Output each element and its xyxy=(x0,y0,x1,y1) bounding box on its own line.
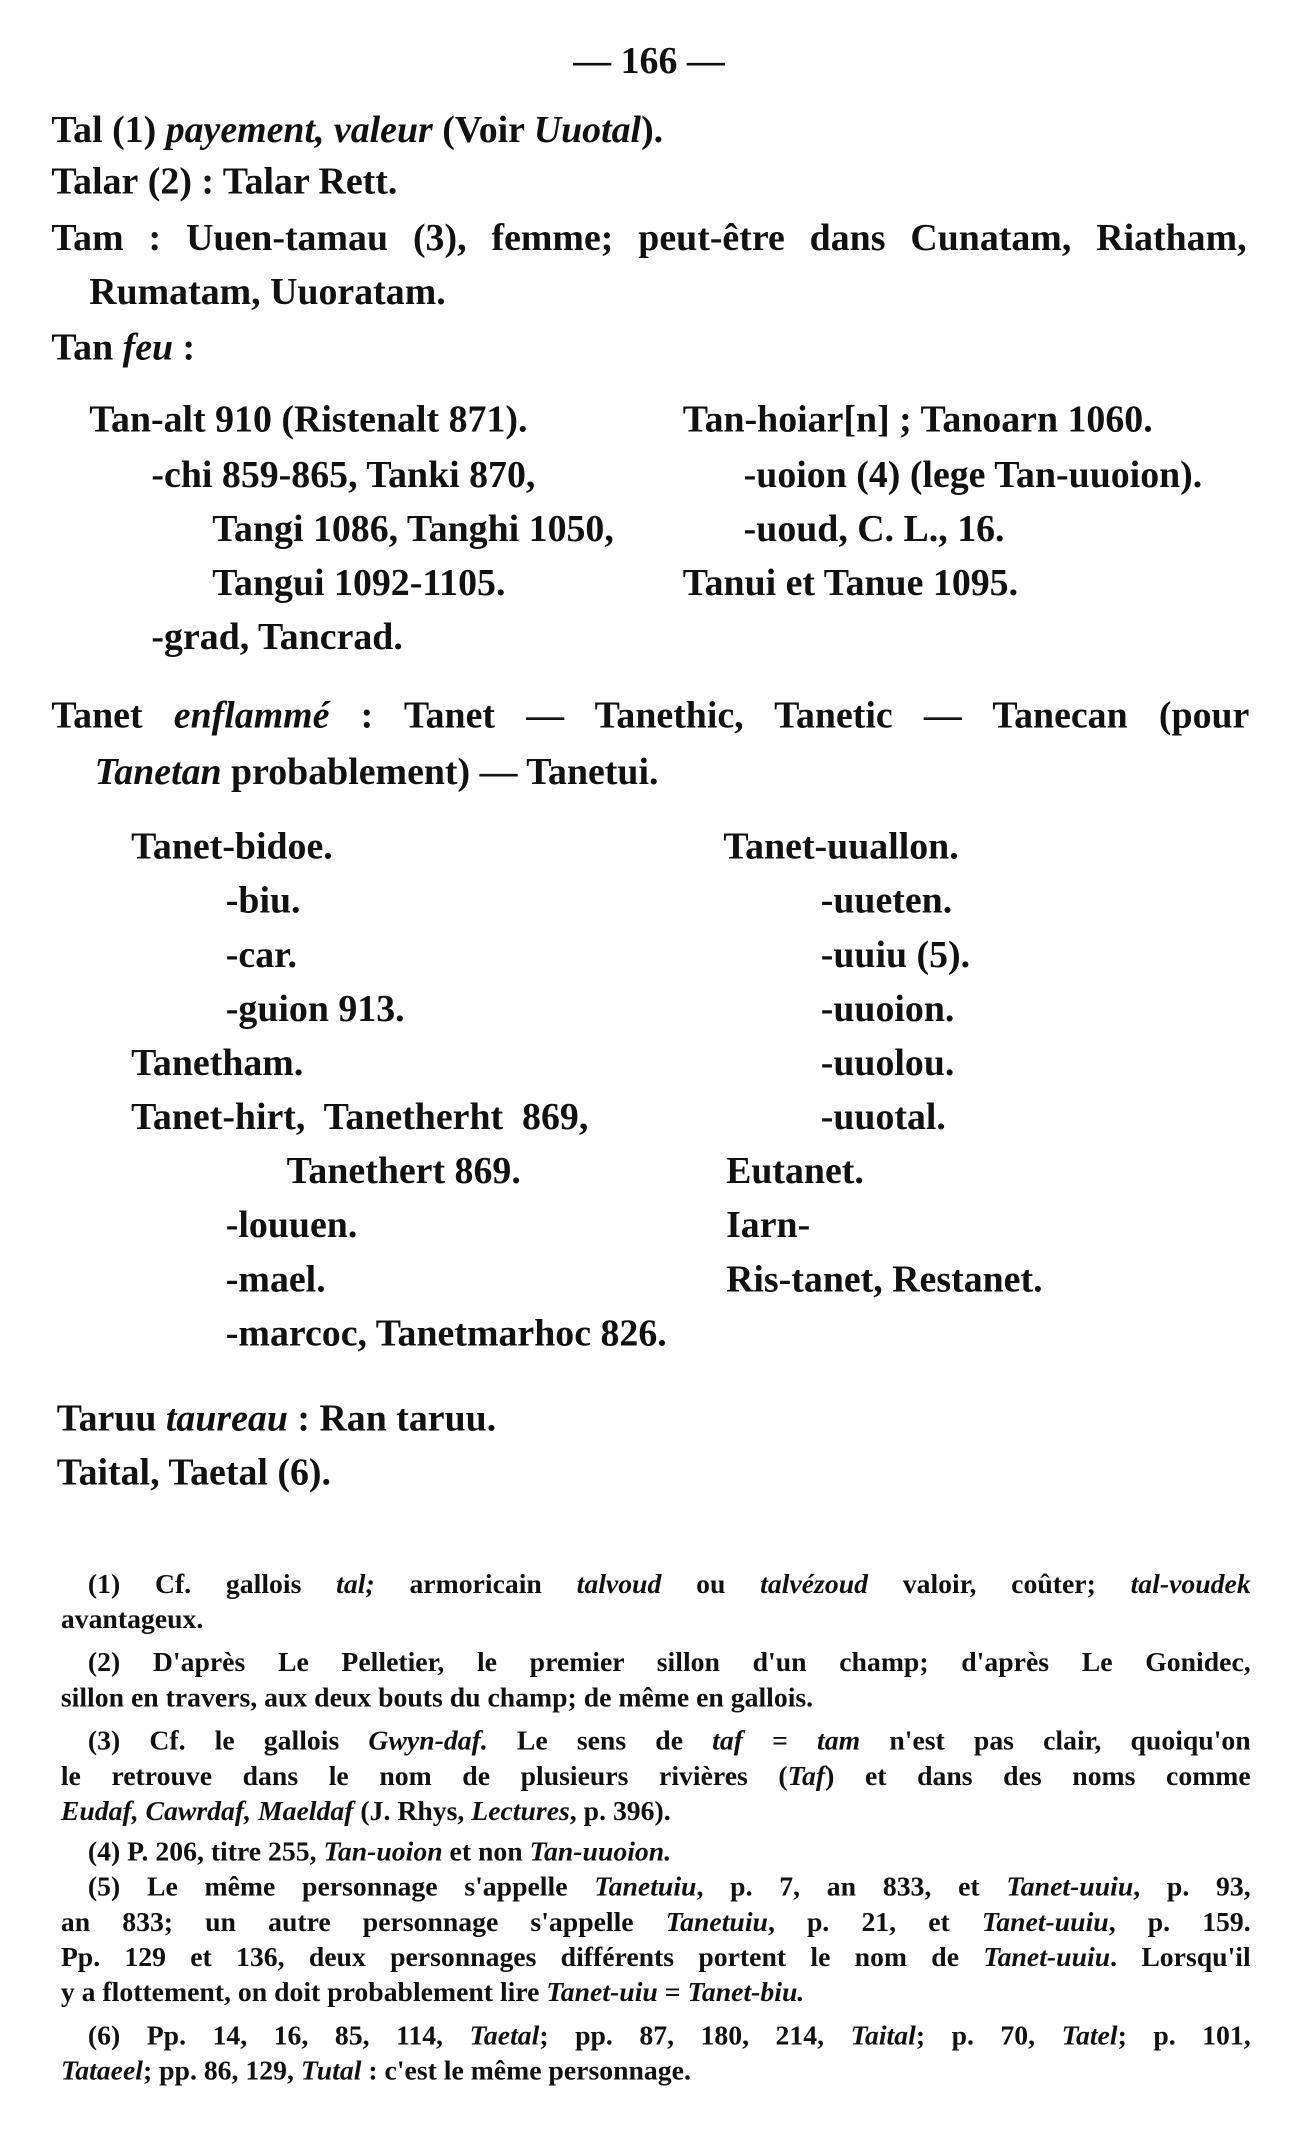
text-segment: Talar xyxy=(51,160,139,203)
tanet-right-row xyxy=(726,1203,810,1249)
text-segment: Tanetuiu xyxy=(665,1907,768,1938)
tanet-right-row xyxy=(726,1149,864,1195)
footnote-line xyxy=(88,1836,671,1868)
text-segment: = xyxy=(657,1978,688,2008)
footnote-line xyxy=(61,1760,1251,1792)
tan-right-row xyxy=(683,398,1153,444)
page-number: — 166 — xyxy=(573,40,725,83)
text-segment: Tan xyxy=(51,327,114,370)
text-segment: Tal (1) xyxy=(51,109,166,152)
tanet-right-row xyxy=(821,879,952,925)
text-segment: an 833; un autre personnage s'appelle xyxy=(60,1907,666,1938)
entry-tan xyxy=(51,326,195,372)
text-segment: Rumatam, Uuoratam. xyxy=(89,271,446,314)
text-segment xyxy=(156,1398,165,1440)
text-segment: -uuotal. xyxy=(820,1096,946,1139)
text-segment: ). xyxy=(641,109,664,152)
text-segment: Tanet-hirt, Tanetherht 869, xyxy=(131,1096,589,1139)
entry-taital xyxy=(57,1451,331,1497)
tanet-left-row xyxy=(226,1312,667,1358)
text-segment: -grad, Tancrad. xyxy=(151,616,403,659)
text-segment: (5) Le même personnage s'appelle xyxy=(87,1872,595,1903)
text-segment: -chi 859-865, Tanki 870, xyxy=(151,454,536,497)
footnote-line xyxy=(61,1604,203,1636)
text-segment: Tatel xyxy=(1061,2021,1118,2052)
text-segment: armoricain xyxy=(374,1569,577,1600)
text-segment: ; p. 70, xyxy=(915,2021,1062,2052)
text-segment: ; pp. 87, 180, 214, xyxy=(539,2021,851,2052)
tanet-left-row xyxy=(287,1149,521,1195)
text-segment: , p. 93, xyxy=(1133,1872,1251,1903)
text-segment: Tanetham. xyxy=(131,1042,304,1085)
text-segment: Tan-uuoion. xyxy=(529,1837,672,1868)
footnote-line xyxy=(61,1942,1251,1974)
text-segment: Tanet-uuiu xyxy=(1006,1872,1134,1903)
text-segment: -louuen. xyxy=(225,1204,358,1247)
footnote-line xyxy=(61,2055,691,2087)
text-segment: ; pp. 86, 129, xyxy=(142,2056,301,2087)
text-segment: (1) Cf. gallois xyxy=(87,1569,337,1600)
text-segment: Tan-alt 910 (Ristenalt 871). xyxy=(89,398,528,441)
tan-left-row xyxy=(151,615,402,661)
footnote-line xyxy=(88,2020,1251,2052)
entry-tam xyxy=(51,216,1246,262)
text-segment: ) et dans des noms comme xyxy=(825,1761,1251,1792)
text-segment: Tan-uoion xyxy=(323,1837,443,1868)
text-segment: Lectures xyxy=(471,1796,570,1827)
text-segment: payement, valeur xyxy=(165,109,433,152)
tan-left-row xyxy=(89,398,527,444)
text-segment: talvoud xyxy=(576,1569,662,1600)
text-segment: Gwyn-daf. xyxy=(368,1726,488,1757)
text-segment: Tanethert 869. xyxy=(286,1150,521,1193)
entry-tam-cont xyxy=(89,270,445,316)
text-segment: (6) Pp. 14, 16, 85, 114, xyxy=(87,2021,470,2052)
tanet-left-row xyxy=(131,825,333,871)
text-segment: y a flottement, on doit probablement lire xyxy=(60,1978,547,2008)
text-segment: tam xyxy=(817,1726,861,1757)
text-segment: 1060. xyxy=(1067,398,1153,441)
text-segment: Tangi 1086, Tanghi 1050, xyxy=(212,508,614,551)
text-segment: Tanet-uuiu xyxy=(983,1942,1111,1973)
tanet-left-row xyxy=(226,879,301,925)
text-segment: -biu. xyxy=(225,880,301,923)
entry-tanet xyxy=(51,694,1249,740)
text-segment: probablement) — Tanetui. xyxy=(221,751,659,794)
text-segment: Tanet-biu. xyxy=(687,1978,805,2008)
text-segment: -uuoion. xyxy=(820,988,955,1031)
text-segment: Ris-tanet, Restanet. xyxy=(726,1258,1043,1301)
entry-talar xyxy=(51,160,397,206)
text-segment: : c'est le même personnage. xyxy=(361,2056,691,2087)
text-segment: . Lorsqu'il xyxy=(1110,1942,1251,1973)
footnote-line xyxy=(61,1796,671,1828)
text-segment: Eudaf, Cawrdaf, Maeldaf xyxy=(60,1796,354,1827)
text-segment: Pp. 129 et 136, deux personnages différents portent le nom de xyxy=(60,1942,984,1973)
text-segment: Tanet-bidoe. xyxy=(131,826,333,869)
text-segment: Taetal xyxy=(469,2021,540,2052)
text-segment: le retrouve dans le nom de plusieurs rivières ( xyxy=(60,1761,788,1792)
tan-left-row xyxy=(212,507,614,553)
tanet-right-row xyxy=(726,1257,1042,1303)
footnote-line xyxy=(88,1871,1251,1903)
text-segment: , p. 159. xyxy=(1108,1907,1251,1938)
text-segment: Taf xyxy=(787,1761,826,1792)
text-segment: taf xyxy=(712,1726,743,1757)
footnote-line xyxy=(61,1906,1251,1938)
text-segment: Uuotal xyxy=(533,109,642,152)
text-segment: Tanetuiu xyxy=(594,1872,697,1903)
text-segment: (J. Rhys, xyxy=(353,1796,472,1827)
tanet-right-row xyxy=(821,987,955,1033)
tan-left-row xyxy=(151,453,535,499)
text-segment: tal-voudek xyxy=(1130,1569,1251,1600)
tanet-left-row xyxy=(131,1041,303,1087)
text-segment: Iarn- xyxy=(726,1204,811,1247)
text-segment: Tanet-uuallon. xyxy=(723,826,959,869)
text-segment: Tanui et Tanue 1095. xyxy=(682,562,1019,605)
tan-right-row xyxy=(683,561,1018,607)
footnote-line xyxy=(88,1725,1251,1757)
text-segment: Tangui 1092-1105. xyxy=(212,562,506,605)
text-segment: Tanet-uiu xyxy=(546,1978,658,2008)
text-segment: : Tanet — Tanethic, Tanetic — Tanecan (pour xyxy=(329,694,1250,737)
text-segment: -uuiu (5). xyxy=(820,934,971,977)
footnote-line xyxy=(88,1568,1251,1600)
text-segment: (2) : Talar Rett. xyxy=(138,160,398,203)
entry-tanet-cont xyxy=(95,750,659,796)
text-segment: feu xyxy=(122,327,174,370)
text-segment: ou xyxy=(661,1569,761,1600)
text-segment: , p. 396). xyxy=(569,1796,671,1827)
tan-left-row xyxy=(212,561,505,607)
text-segment: sillon en travers, aux deux bouts du champ; de même en gallois. xyxy=(60,1683,814,1714)
text-segment: Tan-hoiar[n] ; Tanoarn xyxy=(682,398,1068,441)
text-segment: Tutal xyxy=(300,2056,362,2087)
tan-right-row xyxy=(744,453,1203,499)
footnote-line xyxy=(61,1977,804,2009)
text-segment: Taital xyxy=(850,2021,916,2052)
tanet-right-row xyxy=(821,1095,946,1141)
tanet-right-row xyxy=(723,825,958,871)
text-segment: (Voir xyxy=(432,109,534,152)
text-segment: : xyxy=(173,327,196,370)
tanet-right-row xyxy=(821,1041,955,1087)
text-segment xyxy=(143,695,174,737)
tanet-left-row xyxy=(131,1095,588,1141)
text-segment: Tanet-uuiu xyxy=(981,1907,1109,1938)
text-segment: Tanet xyxy=(51,694,143,737)
text-segment: -uueten. xyxy=(820,880,953,923)
text-segment: Tataeel xyxy=(60,2056,143,2087)
text-segment: n'est pas clair, quoiqu'on xyxy=(860,1726,1251,1757)
text-segment: : Uuen-tamau (3), femme; peut-être dans Cunatam, xyxy=(123,217,1097,260)
tanet-left-row xyxy=(226,1203,357,1249)
entry-tal xyxy=(51,108,663,154)
text-segment: Taital, xyxy=(56,1452,160,1495)
text-segment: Riatham, xyxy=(1096,217,1247,260)
footnote-line xyxy=(61,1682,813,1714)
tanet-left-row xyxy=(226,1257,326,1303)
tan-right-row xyxy=(744,507,1005,553)
text-segment: : Ran taruu. xyxy=(287,1398,497,1440)
text-segment: -car. xyxy=(225,934,297,977)
tanet-left-row xyxy=(226,987,405,1033)
text-segment: Taruu xyxy=(56,1398,157,1440)
tanet-right-row xyxy=(821,933,970,979)
text-segment: et non xyxy=(442,1837,530,1868)
text-segment: , p. 21, et xyxy=(767,1907,982,1938)
text-segment: valoir, coûter; xyxy=(867,1569,1131,1600)
text-segment: -uoion (4) (lege Tan-uuoion). xyxy=(743,454,1203,497)
entry-taruu xyxy=(57,1397,496,1443)
text-segment: ; p. 101, xyxy=(1117,2021,1251,2052)
tanet-left-row xyxy=(226,933,297,979)
text-segment: taureau xyxy=(165,1398,288,1440)
text-segment: -mael. xyxy=(225,1258,326,1301)
text-segment: Le sens de xyxy=(487,1726,713,1757)
footnote-line xyxy=(88,1647,1251,1679)
text-segment: talvézoud xyxy=(760,1569,868,1600)
text-segment: -marcoc, Tanetmarhoc 826. xyxy=(225,1312,667,1355)
text-segment: (4) P. 206, titre 255, xyxy=(87,1837,324,1868)
text-segment: -uoud, C. L., 16. xyxy=(743,508,1005,551)
text-segment: avantageux. xyxy=(60,1604,204,1635)
text-segment: Tam xyxy=(51,217,124,260)
text-segment: (2) D'après Le Pelletier, le premier sillon d'un champ; d'après Le Gonidec, xyxy=(87,1648,1251,1678)
text-segment: , p. 7, an 833, et xyxy=(696,1872,1007,1903)
text-segment: -guion 913. xyxy=(225,988,405,1031)
text-segment: Taetal (6). xyxy=(159,1452,331,1495)
text-segment: enflammé xyxy=(173,694,330,737)
text-segment: Tanetan xyxy=(94,751,222,794)
text-segment xyxy=(113,327,122,369)
text-segment: Eutanet. xyxy=(726,1150,864,1193)
text-segment: -uuolou. xyxy=(820,1042,955,1085)
text-segment: = xyxy=(742,1726,818,1757)
text-segment: (3) Cf. le gallois xyxy=(87,1726,369,1757)
text-segment: tal; xyxy=(336,1569,375,1600)
